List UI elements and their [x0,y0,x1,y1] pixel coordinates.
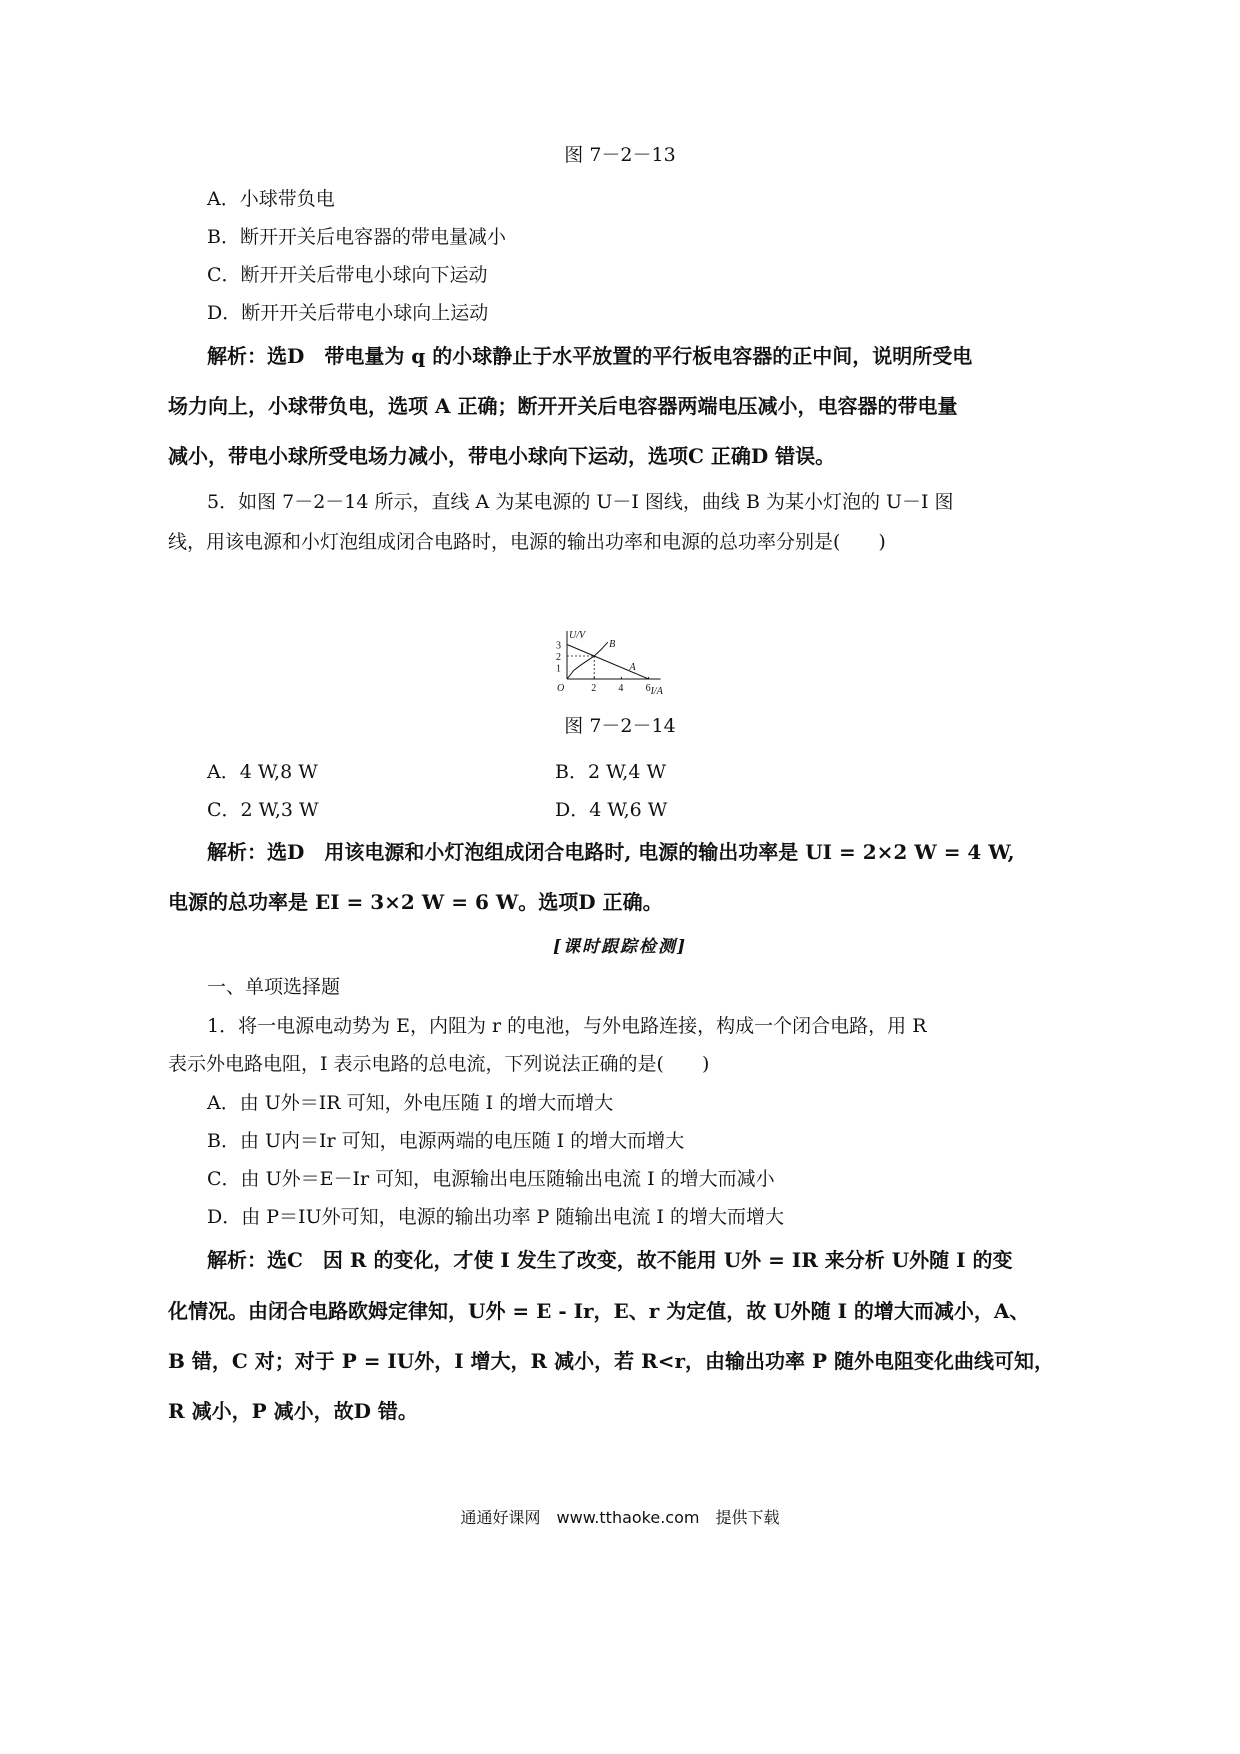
u-i-graph [525,628,725,704]
q1-solution-line-3: B 错，C 对；对于 P = IU外，I 增大，R 减小，若 R<r，由输出功率 P 随外电阻变化曲线可知， [168,1349,1054,1373]
q1-option-c: C．由 U外＝E－Ir 可知，电源输出电压随输出电流 I 的增大而减小 [207,1168,775,1190]
q1-solution-line-4: R 减小，P 减小，故D 错。 [168,1399,418,1423]
q5-stem-line-2: 线，用该电源和小灯泡组成闭合电路时，电源的输出功率和电源的总功率分别是( ) [168,531,886,553]
q4-option-d: D．断开开关后带电小球向上运动 [207,302,489,324]
q5-solution-line-2: 电源的总功率是 EI = 3×2 W = 6 W。选项D 正确。 [168,890,663,914]
q4-option-c: C．断开开关后带电小球向下运动 [207,264,488,286]
q5-option-a: A．4 W,8 W [207,761,318,783]
y-tick-label-3: 3 [556,640,561,652]
q5-solution-line-1: 解析：选D 用该电源和小灯泡组成闭合电路时, 电源的输出功率是 UI = 2×2 W = 4 W, [207,840,1015,864]
part-title: 一、单项选择题 [207,976,341,998]
q1-option-d: D．由 P＝IU外可知，电源的输出功率 P 随输出电流 I 的增大而增大 [207,1206,785,1228]
q1-stem-line-2: 表示外电路电阻，I 表示电路的总电流，下列说法正确的是( ) [168,1053,710,1075]
series-label-A: A [629,661,636,673]
q1-option-b: B．由 U内＝Ir 可知，电源两端的电压随 I 的增大而增大 [207,1130,685,1152]
x-tick-label-2: 2 [591,683,597,694]
x-axis-label: I/A [650,686,663,697]
origin-label: O [557,683,565,694]
q4-solution-line-3: 减小，带电小球所受电场力减小，带电小球向下运动，选项C 正确D 错误。 [168,444,836,468]
x-tick-label-6: 6 [645,683,651,694]
series-line-A [567,645,649,680]
q5-option-b: B．2 W,4 W [555,761,666,783]
q5-option-d: D．4 W,6 W [555,799,668,821]
y-tick-label-1: 1 [556,663,561,675]
series-line-B [567,642,608,679]
q5-stem-line-1: 5．如图 7－2－14 所示，直线 A 为某电源的 U－I 图线，曲线 B 为某小灯泡的 U－I 图 [207,491,954,513]
q1-stem-line-1: 1．将一电源电动势为 E，内阻为 r 的电池，与外电路连接，构成一个闭合电路，用 R [207,1015,927,1037]
q1-option-a: A．由 U外＝IR 可知，外电压随 I 的增大而增大 [207,1092,614,1114]
q4-option-b: B．断开开关后电容器的带电量减小 [207,226,506,248]
figure-caption-7-2-14: 图 7－2－14 [564,715,676,737]
x-tick-label-4: 4 [618,683,624,694]
q4-solution-line-2: 场力向上，小球带负电，选项 A 正确；断开开关后电容器两端电压减小，电容器的带电量 [168,394,958,418]
y-axis-label: U/V [569,630,586,641]
section-title: [课时跟踪检测] [552,937,688,957]
series-label-B: B [609,638,616,650]
y-tick-label-2: 2 [556,652,561,663]
q5-option-c: C．2 W,3 W [207,799,319,821]
figure-caption-7-2-13: 图 7－2－13 [564,144,676,166]
page-footer: 通通好课网 www.tthaoke.com 提供下载 [460,1508,780,1527]
q1-solution-line-1: 解析：选C 因 R 的变化，才使 I 发生了改变，故不能用 U外 = IR 来分析 U外随 I 的变 [207,1248,1013,1272]
q1-solution-line-2: 化情况。由闭合电路欧姆定律知，U外 = E - Ir，E、r 为定值，故 U外随 I 的增大而减小，A、 [168,1299,1030,1323]
q4-option-a: A．小球带负电 [207,188,335,210]
q4-solution-line-1: 解析：选D 带电量为 q 的小球静止于水平放置的平行板电容器的正中间，说明所受电 [207,344,973,368]
